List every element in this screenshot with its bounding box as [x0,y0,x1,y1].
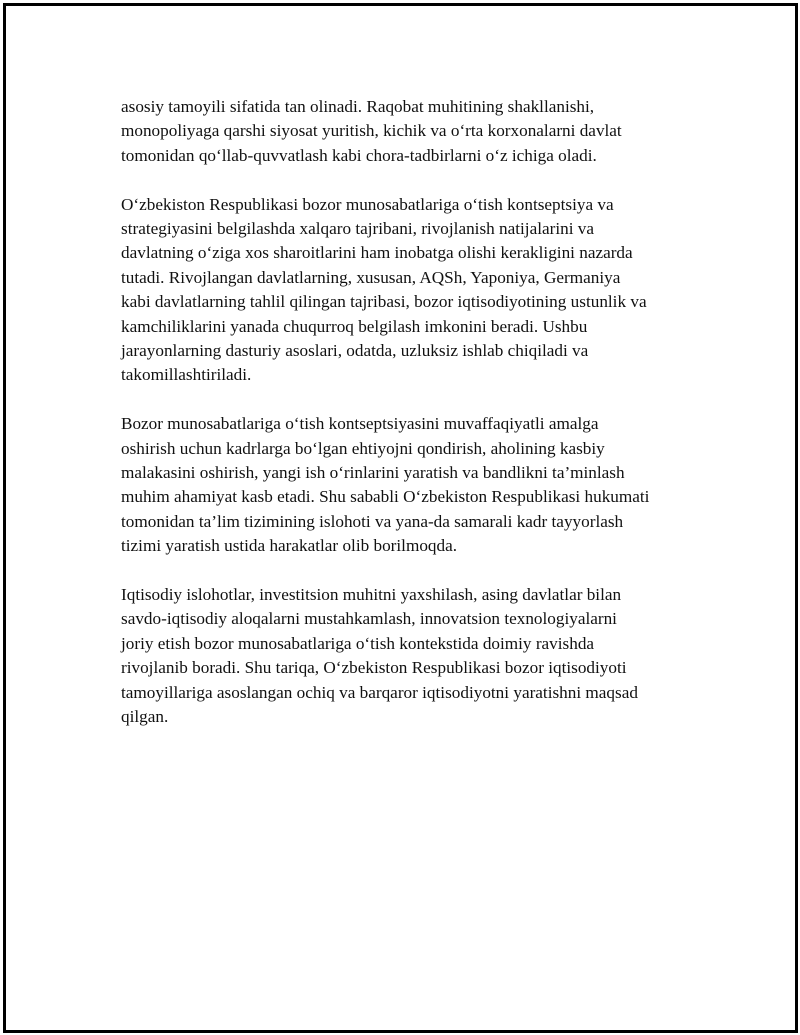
text-line: monopoliyaga qarshi siyosat yuritish, kichik va o‘rta korxonalarni davlat [121,121,622,141]
paragraph-4 [121,583,681,729]
text-line: kabi davlatlarning tahlil qilingan tajribasi, bozor iqtisodiyotining ustunlik va [121,292,647,312]
text-line: Iqtisodiy islohotlar, investitsion muhitni yaxshilash, asing davlatlar bilan [121,585,622,605]
text-line: tomonidan ta’lim tizimining islohoti va yana-da samarali kadr tayyorlash [121,511,624,531]
text-line: tutadi. Rivojlangan davlatlarning, xususan, AQSh, Yaponiya, Germaniya [121,267,621,287]
text-line: qilgan. [121,707,169,727]
document-body [121,95,681,754]
text-line: muhim ahamiyat kasb etadi. Shu sababli O‘zbekiston Respublikasi hukumati [121,487,650,507]
text-line: strategiyasini belgilashda xalqaro tajribani, rivojlanish natijalarini va [121,219,594,239]
text-line: joriy etish bozor munosabatlariga o‘tish kontekstida doimiy ravishda [121,633,595,653]
text-line: savdo-iqtisodiy aloqalarni mustahkamlash, innovatsion texnologiyalarni [121,609,617,629]
paragraph-2 [121,193,681,388]
text-line: O‘zbekiston Respublikasi bozor munosabatlariga o‘tish kontseptsiya va [121,194,614,214]
text-line: takomillashtiriladi. [121,365,252,385]
paragraph-1 [121,95,681,168]
text-line: tizimi yaratish ustida harakatlar olib borilmoqda. [121,536,458,556]
text-line: malakasini oshirish, yangi ish o‘rinlarini yaratish va bandlikni ta’minlash [121,463,625,483]
text-line: jarayonlarning dasturiy asoslari, odatda, uzluksiz ishlab chiqiladi va [121,341,589,361]
page-border [3,3,798,1033]
text-line: kamchiliklarini yanada chuqurroq belgilash imkonini beradi. Ushbu [121,316,588,336]
text-line: oshirish uchun kadrlarga bo‘lgan ehtiyojni qondirish, aholining kasbiy [121,438,605,458]
text-line: tomonidan qo‘llab-quvvatlash kabi chora-tadbirlarni o‘z ichiga oladi. [121,145,597,165]
paragraph-3 [121,412,681,558]
text-line: davlatning o‘ziga xos sharoitlarini ham inobatga olishi kerakligini nazarda [121,243,633,263]
text-line: Bozor munosabatlariga o‘tish kontseptsiyasini muvaffaqiyatli amalga [121,414,599,434]
text-line: rivojlanib boradi. Shu tariqa, O‘zbekiston Respublikasi bozor iqtisodiyoti [121,658,627,678]
text-line: tamoyillariga asoslangan ochiq va barqaror iqtisodiyotni yaratishni maqsad [121,682,638,702]
text-line: asosiy tamoyili sifatida tan olinadi. Raqobat muhitining shakllanishi, [121,97,595,116]
